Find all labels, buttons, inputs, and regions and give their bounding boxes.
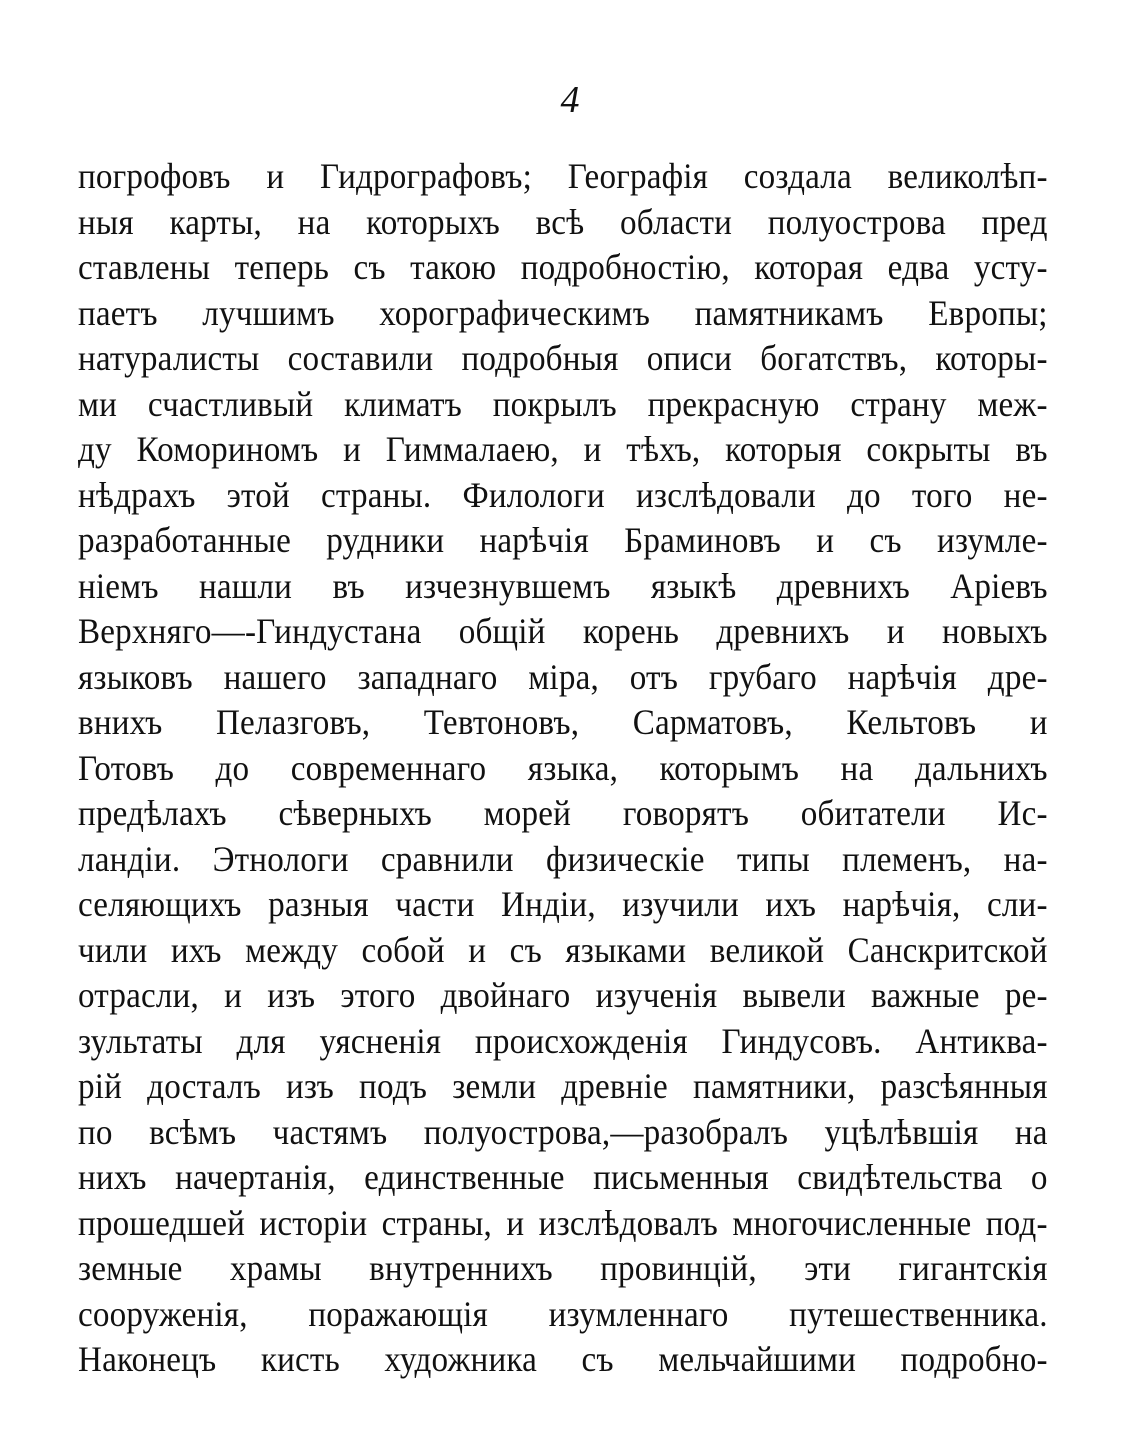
text-line: зультаты для уясненія происхожденія Гиндусовъ. Антиква- [78,1020,1048,1061]
text-line: по всѣмъ частямъ полуострова,—разобралъ уцѣлѣвшія на [78,1111,1048,1152]
text-line: ніемъ нашли въ изчезнувшемъ языкѣ древнихъ Аріевъ [78,565,1048,606]
text-line: паетъ лучшимъ хорографическимъ памятникамъ Европы; [78,292,1048,333]
text-line: ныя карты, на которыхъ всѣ области полуострова пред [78,201,1048,242]
body-text [78,154,1048,1383]
text-line: нѣдрахъ этой страны. Филологи изслѣдовали до того не- [78,474,1048,515]
text-line: селяющихъ разныя части Индіи, изучили ихъ нарѣчія, сли- [78,884,1048,924]
text-line: предѣлахъ сѣверныхъ морей говорятъ обитатели Ис- [78,793,1048,833]
text-line: ду Комориномъ и Гиммалаею, и тѣхъ, которыя сокрыты въ [78,429,1048,469]
text-line: погрофовъ и Гидрографовъ; Географія создала великолѣп- [78,156,1048,196]
text-line: натуралисты составили подробныя описи богатствъ, которы- [78,338,1048,378]
text-line: внихъ Пелазговъ, Тевтоновъ, Сарматовъ, Кельтовъ и [78,702,1048,742]
text-line: ставлены теперь съ такою подробностію, которая едва усту- [78,247,1048,287]
text-line: Верхняго—-Гиндустана общій корень древнихъ и новыхъ [78,611,1048,651]
page-number: 4 [560,79,580,121]
text-line: нихъ начертанія, единственные письменныя свидѣтельства о [78,1157,1048,1197]
text-line: ландіи. Этнологи сравнили физическіе типы племенъ, на- [78,838,1048,879]
text-line: разработанные рудники нарѣчія Браминовъ и съ изумле- [78,520,1048,560]
text-line: земные храмы внутреннихъ провинцій, эти гигантскія [78,1248,1048,1288]
text-line: отрасли, и изъ этого двойнаго изученія вывели важные ре- [78,975,1048,1015]
text-line: языковъ нашего западнаго міра, отъ грубаго нарѣчія дре- [78,656,1048,697]
text-line: Готовъ до современнаго языка, которымъ на дальнихъ [78,747,1048,788]
text-line: прошедшей исторіи страны, и изслѣдовалъ многочисленные под- [78,1202,1048,1243]
text-line: Наконецъ кисть художника съ мельчайшими подробно- [78,1339,1048,1379]
text-line: ми счастливый климатъ покрылъ прекрасную страну меж- [78,383,1048,424]
text-line: рій досталъ изъ подъ земли древніе памятники, разсѣянныя [78,1066,1048,1106]
text-line: чили ихъ между собой и съ языками великой Санскритской [78,929,1048,970]
text-line: сооруженія, поражающія изумленнаго путешественника. [78,1293,1048,1334]
